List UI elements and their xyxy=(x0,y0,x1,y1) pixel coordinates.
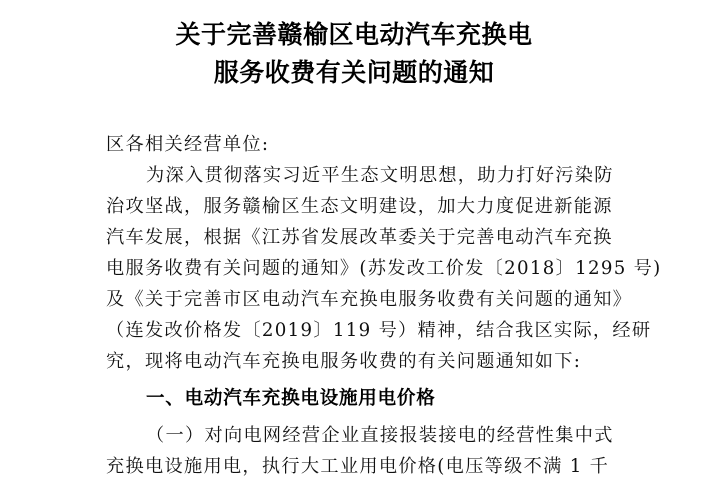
document-title-line-1: 关于完善赣榆区电动汽车充换电 xyxy=(175,20,533,49)
paragraph-1-line: 汽车发展，根据《江苏省发展改革委关于完善电动汽车充换 xyxy=(106,227,613,248)
paragraph-1-line: 及《关于完善市区电动汽车充换电服务收费有关问题的通知》 xyxy=(106,289,633,310)
paragraph-1-line: 电服务收费有关问题的通知》(苏发改工价发〔2018〕1295 号) xyxy=(106,258,662,279)
paragraph-2-line: 充换电设施用电，执行大工业用电价格(电压等级不满 1 千 xyxy=(106,456,610,477)
paragraph-1-line: （连发改价格发〔2019〕119 号）精神，结合我区实际，经研 xyxy=(106,320,652,341)
salutation: 区各相关经营单位: xyxy=(106,134,270,155)
paragraph-1-line: 治攻坚战，服务赣榆区生态文明建设，加大力度促进新能源 xyxy=(106,196,613,217)
paragraph-1-line: 为深入贯彻落实习近平生态文明思想，助力打好污染防 xyxy=(146,165,614,186)
section-1-heading: 一、电动汽车充换电设施用电价格 xyxy=(146,388,436,409)
document-title-line-2: 服务收费有关问题的通知 xyxy=(213,58,495,87)
paragraph-1-line: 究，现将电动汽车充换电服务收费的有关问题通知如下: xyxy=(106,351,582,372)
paragraph-2-line: （一）对向电网经营企业直接报装接电的经营性集中式 xyxy=(146,425,614,446)
